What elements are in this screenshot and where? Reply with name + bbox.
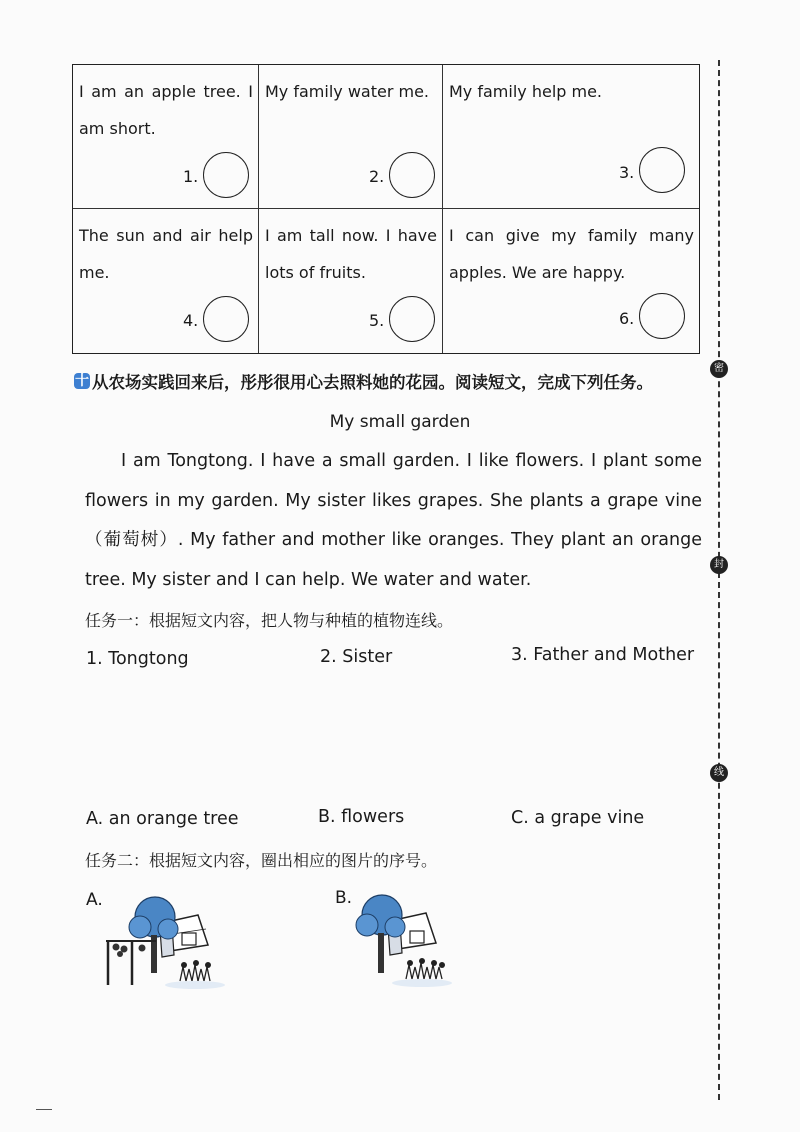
seal-mark-3: 线	[710, 764, 728, 782]
option-b-label[interactable]: B.	[335, 888, 353, 908]
cell-text-6: I can give my family many apples. We are happy.	[449, 226, 694, 282]
person-sister[interactable]: 2. Sister	[320, 647, 393, 667]
seal-line	[718, 60, 720, 1100]
cell-number-4: 4.	[183, 311, 199, 330]
garden-picture-a[interactable]	[100, 893, 230, 993]
table-cell-5	[259, 209, 443, 353]
task2-instruction: 任务二：根据短文内容，圈出相应的图片的序号。	[85, 851, 438, 870]
cell-text-4: The sun and air help me.	[79, 226, 253, 282]
cell-number-2: 2.	[369, 167, 385, 186]
garden-picture-b[interactable]	[350, 891, 460, 991]
option-a-label[interactable]: A.	[86, 890, 103, 910]
table-cell-3	[443, 65, 699, 209]
task1-instruction: 任务一：根据短文内容，把人物与种植的植物连线。	[85, 611, 454, 630]
section-instruction-text: 从农场实践回来后，彤彤很用心去照料她的花园。阅读短文，完成下列任务。	[92, 373, 653, 392]
corner-mark	[36, 1109, 52, 1110]
answer-circle-3[interactable]	[639, 147, 685, 193]
cell-text-3: My family help me.	[449, 82, 603, 101]
section-number-badge: 十	[75, 373, 89, 389]
plant-flowers[interactable]: B. flowers	[318, 807, 405, 827]
cell-text-2: My family water me.	[265, 82, 430, 101]
answer-circle-4[interactable]	[203, 296, 249, 342]
answer-circle-1[interactable]	[203, 152, 249, 198]
seal-mark-2: 封	[710, 556, 728, 574]
person-parents[interactable]: 3. Father and Mother	[511, 645, 695, 665]
cell-number-5: 5.	[369, 311, 385, 330]
person-tongtong[interactable]: 1. Tongtong	[86, 649, 189, 669]
cell-text-5: I am tall now. I have lots of fruits.	[265, 226, 437, 282]
seal-mark-1: 密	[710, 360, 728, 378]
table-cell-4	[73, 209, 259, 353]
table-cell-6	[443, 209, 699, 353]
story-text: I am Tongtong. I have a small garden. I like flowers. I plant some flowers in my garden. My sister likes grapes. She plants a grape vine（葡萄树）. My father and mother like oranges. They plant an orange tree. My sister and I can help. We water and water.	[85, 451, 702, 590]
cell-text-1: I am an apple tree. I am short.	[79, 82, 253, 138]
answer-circle-5[interactable]	[389, 296, 435, 342]
flowers-icon	[406, 958, 445, 979]
story-title: My small garden	[329, 412, 471, 432]
cell-number-1: 1.	[183, 167, 199, 186]
grape-vine-icon	[106, 941, 156, 985]
table-cell-1	[73, 65, 259, 209]
flowers-icon	[180, 960, 211, 981]
cell-number-3: 3.	[619, 163, 635, 182]
cell-number-6: 6.	[619, 309, 635, 328]
plant-orange-tree[interactable]: A. an orange tree	[86, 809, 239, 829]
apple-tree-icon	[129, 897, 178, 973]
answer-circle-2[interactable]	[389, 152, 435, 198]
table-cell-2	[259, 65, 443, 209]
plant-grape-vine[interactable]: C. a grape vine	[511, 808, 645, 828]
section-instruction	[74, 369, 653, 393]
apple-tree-icon	[356, 895, 405, 973]
answer-circle-6[interactable]	[639, 293, 685, 339]
matching-table	[72, 64, 700, 354]
